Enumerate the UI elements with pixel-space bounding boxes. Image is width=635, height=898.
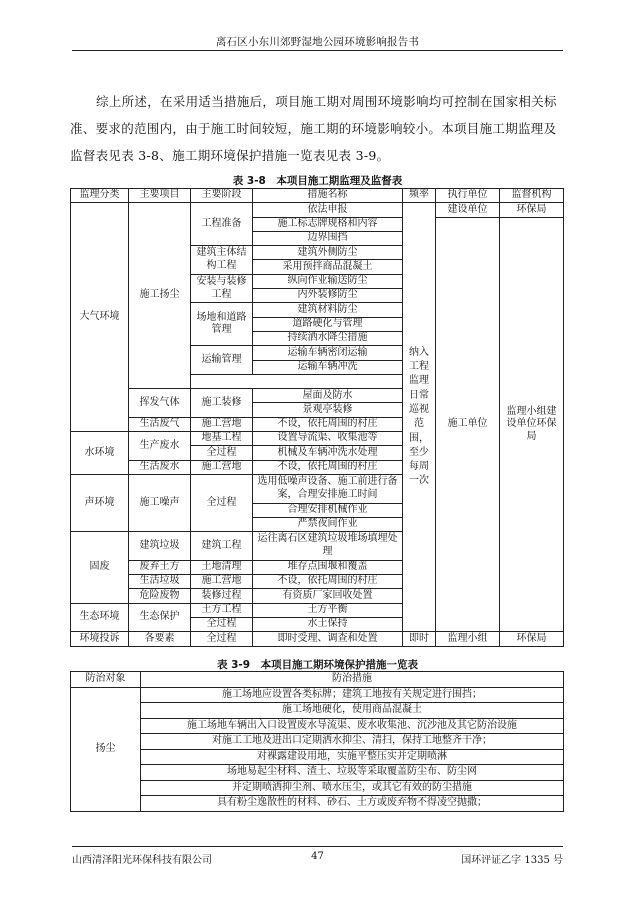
summary-text: 综上所述，在采用适当措施后，项目施工期对周围环境影响均可控制在国家相关标准、要求的范围内，由于施工时间较短，施工期的环境影响较小。本项目施工期监理及监督表见表 3-8、施工期环境保护措施一览表见表 3-9。 [70,94,557,163]
stage-cell: 全过程 [191,474,253,531]
measure-cell: 不设，依托周围的村庄 [253,460,403,474]
header-cell: 执行单位 [436,189,500,203]
measure-cell: 屋面及防水 [253,389,403,403]
measure-cell: 道路硬化与管理 [253,317,403,331]
header-cell: 主要项目 [129,189,191,203]
frequency-cell: 即时 [403,632,436,646]
item-cell: 生活垃圾 [129,575,191,589]
executor-cell: 施工单位 [436,217,500,632]
executor-cell: 监理小组 [436,632,500,646]
target-cell: 扬尘 [71,687,141,811]
measure-cell: 建筑外侧防尘 [253,246,403,260]
supervisor-cell: 监理小组建设单位环保局 [500,217,564,632]
measure-cell: 对施工工地及进出口定期洒水抑尘、清扫，保持工地整齐干净； [141,734,564,750]
header-cell: 主要阶段 [191,189,253,203]
header-cell: 监理分类 [71,189,129,203]
measure-cell: 不设，依托周围的村庄 [253,575,403,589]
category-cell: 水环境 [71,432,129,475]
page-number: 47 [311,851,324,862]
stage-cell: 运输管理 [191,346,253,375]
supervisor-cell: 环保局 [500,203,564,217]
stage-cell: 安装与装修工程 [191,274,253,303]
measure-cell: 运往离石区建筑垃圾堆场填埋处理 [253,532,403,561]
stage-cell: 施工装修 [191,389,253,418]
item-cell: 各要素 [129,632,191,646]
executor-cell: 建设单位 [436,203,500,217]
measure-cell: 场地易起尘材料、渣土、垃圾等采取覆盖防尘布、防尘网 [141,765,564,781]
measure-cell: 土方平衡 [253,603,403,617]
category-cell: 环境投诉 [71,632,129,646]
measure-cell: 对裸露建设用地，实施平整压实并定期喷淋 [141,749,564,765]
measure-cell: 堆存点围堰和覆盖 [253,560,403,574]
item-cell: 生产废水 [129,432,191,461]
measure-cell: 内外装修防尘 [253,289,403,303]
item-cell: 生活废气 [129,417,191,431]
header-cell: 监督机构 [500,189,564,203]
category-cell: 生态环境 [71,603,129,632]
measure-cell: 水土保持 [253,617,403,631]
measure-cell: 运输车辆密闭运输 [253,346,403,360]
table-3-8-caption: 表 3-8 本项目施工期监理及监督表 [232,175,403,187]
stage-cell: 施工营地 [191,575,253,589]
frequency-cell: 纳入工程监理日常巡视范围，至少每周一次 [403,203,436,632]
item-cell: 挥发气体 [129,389,191,418]
measure-cell: 有资质厂家回收处置 [253,589,403,603]
item-cell: 生态保护 [129,603,191,632]
measure-cell: 施工场地硬化，使用商品混凝土 [141,703,564,719]
measure-cell: 设置导流渠、收集池等 [253,432,403,446]
item-cell: 废弃土方 [129,560,191,574]
measure-cell: 运输车辆冲洗 [253,360,403,374]
footer-cert: 国环评证乙字 1335 号 [461,855,563,866]
measure-cell: 并定期喷洒抑尘剂、喷水压尘，或其它有效的防尘措施 [141,780,564,796]
item-cell: 施工扬尘 [129,203,191,389]
supervision-table [70,188,564,647]
measure-cell: 不设，依托周围的村庄 [253,417,403,431]
measure-cell: 严禁夜间作业 [253,517,403,531]
table-header-row [71,189,564,203]
measure-cell: 选用低噪声设备、施工前进行备案，合理安排施工时间 [253,474,403,503]
category-cell: 声环境 [71,474,129,531]
measure-cell: 边界围挡 [253,231,403,245]
header-cell: 频率 [403,189,436,203]
footer-company: 山西清泽阳光环保科技有限公司 [72,855,212,866]
measure-cell: 景观亭装修 [253,403,403,417]
item-cell: 建筑垃圾 [129,532,191,561]
header-rule [72,50,563,51]
measure-cell: 纵向作业输送防尘 [253,274,403,288]
stage-cell: 建筑主体结构工程 [191,246,253,275]
stage-cell: 土方工程 [191,603,253,617]
measure-cell: 机械及车辆冲洗水处理 [253,446,403,460]
item-cell: 危险废物 [129,589,191,603]
category-cell: 大气环境 [71,203,129,432]
footer-rule [72,846,563,847]
table-3-9-caption: 表 3-9 本项目施工期环境保护措施一览表 [216,659,419,671]
measure-cell: 合理安排机械作业 [253,503,403,517]
supervisor-cell: 环保局 [500,632,564,646]
measure-cell: 依法申报 [253,203,403,217]
measure-cell: 建筑材料防尘 [253,303,403,317]
measure-cell: 施工场地应设置各类标牌；建筑工地按有关规定进行围挡； [141,687,564,703]
table-header-row [71,672,564,688]
stage-cell: 建筑工程 [191,532,253,561]
stage-cell: 地基工程 [191,432,253,446]
spacer-cell [191,374,253,388]
category-cell: 固废 [71,532,129,603]
header-cell: 防治对象 [71,672,141,688]
stage-cell: 土地清理 [191,560,253,574]
running-header: 离石区小东川郊野湿地公园环境影响报告书 [215,36,420,48]
measure-cell: 即时受理、调查和处置 [253,632,403,646]
measure-cell: 施工标志牌规格和内容 [253,217,403,231]
stage-cell: 全过程 [191,617,253,631]
measure-cell: 具有粉尘逸散性的材料、砂石、土方或废弃物不得凌空抛撒； [141,796,564,812]
stage-cell: 装修过程 [191,589,253,603]
item-cell: 施工噪声 [129,474,191,531]
measure-cell: 持续洒水降尘措施 [253,331,403,345]
stage-cell: 施工营地 [191,417,253,431]
header-cell: 措施名称 [253,189,403,203]
stage-cell: 施工营地 [191,460,253,474]
stage-cell: 场地和道路管理 [191,303,253,346]
summary-paragraph [70,88,563,169]
protection-measures-table [70,671,564,812]
measure-cell: 施工场地车辆出入口设置废水导流渠、废水收集池、沉沙池及其它防治设施 [141,718,564,734]
header-cell: 防治措施 [141,672,564,688]
stage-cell: 全过程 [191,632,253,646]
stage-cell: 全过程 [191,446,253,460]
item-cell: 生活废水 [129,460,191,474]
stage-cell: 工程准备 [191,203,253,246]
measure-cell: 采用预拌商品混凝土 [253,260,403,274]
